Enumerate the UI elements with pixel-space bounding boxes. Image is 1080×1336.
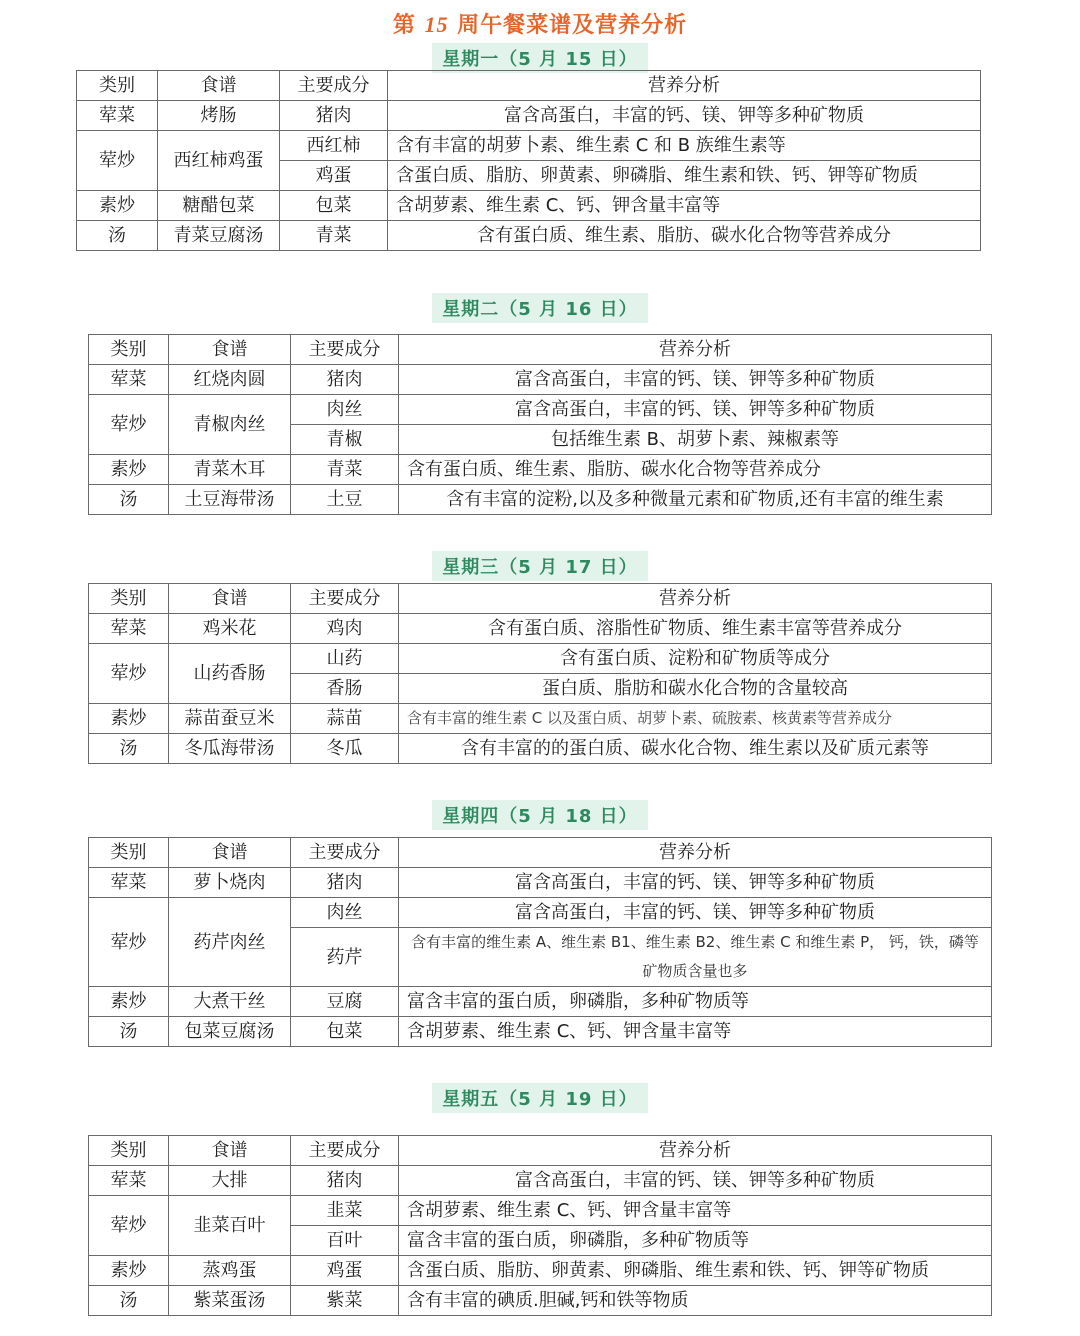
analysis-cell: 富含丰富的蛋白质，卵磷脂，多种矿物质等 xyxy=(399,987,992,1017)
dish-cell: 紫菜蛋汤 xyxy=(169,1286,291,1316)
ingredient-cell: 肉丝 xyxy=(291,395,399,425)
table-header-row xyxy=(89,335,992,365)
header-category: 类别 xyxy=(89,335,169,365)
header-dish: 食谱 xyxy=(169,1136,291,1166)
table-row xyxy=(89,868,992,898)
analysis-cell: 含有丰富的碘质.胆碱,钙和铁等物质 xyxy=(399,1286,992,1316)
header-analysis: 营养分析 xyxy=(399,584,992,614)
ingredient-cell: 青菜 xyxy=(280,221,388,251)
dish-cell: 冬瓜海带汤 xyxy=(169,734,291,764)
header-dish: 食谱 xyxy=(169,838,291,868)
menu-table-tuesday xyxy=(88,334,992,515)
table-row xyxy=(89,734,992,764)
dish-cell: 蒜苗蚕豆米 xyxy=(169,704,291,734)
category-cell: 汤 xyxy=(89,1286,169,1316)
category-cell: 荤炒 xyxy=(77,131,158,191)
table-row xyxy=(77,221,981,251)
category-cell: 荤菜 xyxy=(89,365,169,395)
dish-cell: 青菜豆腐汤 xyxy=(158,221,280,251)
analysis-cell: 含有丰富的维生素 C 以及蛋白质、胡萝卜素、硫胺素、核黄素等营养成分 xyxy=(399,704,992,734)
category-cell: 素炒 xyxy=(89,987,169,1017)
category-cell: 荤炒 xyxy=(89,395,169,455)
day-label: 星期一（5 月 15 日） xyxy=(432,43,647,73)
table-row xyxy=(89,1286,992,1316)
table-row xyxy=(89,987,992,1017)
header-category: 类别 xyxy=(77,71,158,101)
analysis-cell: 包括维生素 B、胡萝卜素、辣椒素等 xyxy=(399,425,992,455)
table-row xyxy=(89,644,992,674)
ingredient-cell: 肉丝 xyxy=(291,898,399,928)
ingredient-cell: 青椒 xyxy=(291,425,399,455)
dish-cell: 蒸鸡蛋 xyxy=(169,1256,291,1286)
analysis-cell: 含有蛋白质、淀粉和矿物质等成分 xyxy=(399,644,992,674)
dish-cell: 大煮干丝 xyxy=(169,987,291,1017)
table-header-row xyxy=(77,71,981,101)
ingredient-cell: 包菜 xyxy=(280,191,388,221)
analysis-cell: 含蛋白质、脂肪、卵黄素、卵磷脂、维生素和铁、钙、钾等矿物质 xyxy=(399,1256,992,1286)
header-ingredient: 主要成分 xyxy=(280,71,388,101)
header-category: 类别 xyxy=(89,584,169,614)
ingredient-cell: 包菜 xyxy=(291,1017,399,1047)
dish-cell: 红烧肉圆 xyxy=(169,365,291,395)
category-cell: 素炒 xyxy=(89,455,169,485)
dish-cell: 青椒肉丝 xyxy=(169,395,291,455)
day-heading-friday xyxy=(0,1083,1080,1113)
ingredient-cell: 山药 xyxy=(291,644,399,674)
menu-table-wednesday xyxy=(88,583,992,764)
category-cell: 素炒 xyxy=(89,704,169,734)
title-prefix: 第 xyxy=(392,13,425,38)
header-ingredient: 主要成分 xyxy=(291,335,399,365)
menu-table-monday xyxy=(76,70,981,251)
day-label: 星期五（5 月 19 日） xyxy=(432,1083,647,1113)
day-heading-wednesday xyxy=(0,551,1080,581)
dish-cell: 糖醋包菜 xyxy=(158,191,280,221)
ingredient-cell: 百叶 xyxy=(291,1226,399,1256)
day-heading-tuesday xyxy=(0,293,1080,323)
header-ingredient: 主要成分 xyxy=(291,584,399,614)
day-label: 星期四（5 月 18 日） xyxy=(432,800,647,830)
analysis-cell: 富含丰富的蛋白质，卵磷脂，多种矿物质等 xyxy=(399,1226,992,1256)
table-row xyxy=(77,101,981,131)
category-cell: 荤炒 xyxy=(89,644,169,704)
ingredient-cell: 药芹 xyxy=(291,928,399,987)
ingredient-cell: 猪肉 xyxy=(280,101,388,131)
dish-cell: 大排 xyxy=(169,1166,291,1196)
analysis-cell: 含有蛋白质、维生素、脂肪、碳水化合物等营养成分 xyxy=(388,221,981,251)
table-row xyxy=(89,1196,992,1226)
ingredient-cell: 猪肉 xyxy=(291,868,399,898)
table-row xyxy=(89,704,992,734)
analysis-cell: 含蛋白质、脂肪、卵黄素、卵磷脂、维生素和铁、钙、钾等矿物质 xyxy=(388,161,981,191)
analysis-cell: 含胡萝素、维生素 C、钙、钾含量丰富等 xyxy=(388,191,981,221)
dish-cell: 包菜豆腐汤 xyxy=(169,1017,291,1047)
ingredient-cell: 土豆 xyxy=(291,485,399,515)
dish-cell: 萝卜烧肉 xyxy=(169,868,291,898)
table-header-row xyxy=(89,584,992,614)
table-row xyxy=(89,1166,992,1196)
dish-cell: 药芹肉丝 xyxy=(169,898,291,987)
dish-cell: 山药香肠 xyxy=(169,644,291,704)
dish-cell: 土豆海带汤 xyxy=(169,485,291,515)
header-category: 类别 xyxy=(89,838,169,868)
category-cell: 荤炒 xyxy=(89,898,169,987)
ingredient-cell: 猪肉 xyxy=(291,365,399,395)
ingredient-cell: 鸡蛋 xyxy=(280,161,388,191)
header-ingredient: 主要成分 xyxy=(291,838,399,868)
dish-cell: 西红柿鸡蛋 xyxy=(158,131,280,191)
ingredient-cell: 猪肉 xyxy=(291,1166,399,1196)
analysis-cell: 富含高蛋白，丰富的钙、镁、钾等多种矿物质 xyxy=(399,898,992,928)
header-dish: 食谱 xyxy=(158,71,280,101)
category-cell: 汤 xyxy=(89,734,169,764)
table-row xyxy=(89,365,992,395)
ingredient-cell: 冬瓜 xyxy=(291,734,399,764)
analysis-cell: 含有丰富的淀粉,以及多种微量元素和矿物质,还有丰富的维生素 xyxy=(399,485,992,515)
analysis-cell: 蛋白质、脂肪和碳水化合物的含量较高 xyxy=(399,674,992,704)
header-analysis: 营养分析 xyxy=(388,71,981,101)
category-cell: 荤菜 xyxy=(77,101,158,131)
table-row xyxy=(89,485,992,515)
analysis-cell: 富含高蛋白，丰富的钙、镁、钾等多种矿物质 xyxy=(399,365,992,395)
analysis-cell: 含有蛋白质、溶脂性矿物质、维生素丰富等营养成分 xyxy=(399,614,992,644)
analysis-cell: 富含高蛋白，丰富的钙、镁、钾等多种矿物质 xyxy=(388,101,981,131)
day-heading-thursday xyxy=(0,800,1080,830)
analysis-cell: 含有丰富的维生素 A、维生素 B1、维生素 B2、维生素 C 和维生素 P， 钙，铁，磷等矿物质含量也多 xyxy=(399,928,992,987)
day-label: 星期二（5 月 16 日） xyxy=(432,293,647,323)
dish-cell: 鸡米花 xyxy=(169,614,291,644)
table-row xyxy=(77,191,981,221)
table-row xyxy=(89,395,992,425)
ingredient-cell: 青菜 xyxy=(291,455,399,485)
menu-table-friday xyxy=(88,1135,992,1316)
menu-table-thursday xyxy=(88,837,992,1047)
dish-cell: 青菜木耳 xyxy=(169,455,291,485)
analysis-cell: 含胡萝素、维生素 C、钙、钾含量丰富等 xyxy=(399,1196,992,1226)
header-analysis: 营养分析 xyxy=(399,838,992,868)
category-cell: 汤 xyxy=(77,221,158,251)
analysis-cell: 含有丰富的的蛋白质、碳水化合物、维生素以及矿质元素等 xyxy=(399,734,992,764)
category-cell: 荤菜 xyxy=(89,1166,169,1196)
category-cell: 汤 xyxy=(89,1017,169,1047)
table-row xyxy=(77,131,981,161)
table-header-row xyxy=(89,838,992,868)
category-cell: 荤菜 xyxy=(89,614,169,644)
analysis-cell: 富含高蛋白，丰富的钙、镁、钾等多种矿物质 xyxy=(399,395,992,425)
ingredient-cell: 豆腐 xyxy=(291,987,399,1017)
header-ingredient: 主要成分 xyxy=(291,1136,399,1166)
week-number: 15 xyxy=(424,12,449,37)
analysis-cell: 含有蛋白质、维生素、脂肪、碳水化合物等营养成分 xyxy=(399,455,992,485)
day-label: 星期三（5 月 17 日） xyxy=(432,551,647,581)
category-cell: 素炒 xyxy=(89,1256,169,1286)
ingredient-cell: 紫菜 xyxy=(291,1286,399,1316)
category-cell: 荤炒 xyxy=(89,1196,169,1256)
table-row xyxy=(89,455,992,485)
category-cell: 素炒 xyxy=(77,191,158,221)
analysis-cell: 含胡萝素、维生素 C、钙、钾含量丰富等 xyxy=(399,1017,992,1047)
ingredient-cell: 鸡肉 xyxy=(291,614,399,644)
category-cell: 荤菜 xyxy=(89,868,169,898)
header-analysis: 营养分析 xyxy=(399,335,992,365)
analysis-cell: 富含高蛋白，丰富的钙、镁、钾等多种矿物质 xyxy=(399,1166,992,1196)
table-row xyxy=(89,614,992,644)
ingredient-cell: 香肠 xyxy=(291,674,399,704)
table-row xyxy=(89,898,992,928)
header-dish: 食谱 xyxy=(169,584,291,614)
analysis-cell: 含有丰富的胡萝卜素、维生素 C 和 B 族维生素等 xyxy=(388,131,981,161)
dish-cell: 韭菜百叶 xyxy=(169,1196,291,1256)
category-cell: 汤 xyxy=(89,485,169,515)
dish-cell: 烤肠 xyxy=(158,101,280,131)
header-analysis: 营养分析 xyxy=(399,1136,992,1166)
page-title xyxy=(0,8,1080,39)
table-row xyxy=(89,1017,992,1047)
table-row xyxy=(89,1256,992,1286)
ingredient-cell: 鸡蛋 xyxy=(291,1256,399,1286)
ingredient-cell: 西红柿 xyxy=(280,131,388,161)
analysis-cell: 富含高蛋白，丰富的钙、镁、钾等多种矿物质 xyxy=(399,868,992,898)
day-heading-monday xyxy=(0,43,1080,73)
title-suffix: 周午餐菜谱及营养分析 xyxy=(448,13,688,38)
header-category: 类别 xyxy=(89,1136,169,1166)
table-header-row xyxy=(89,1136,992,1166)
ingredient-cell: 蒜苗 xyxy=(291,704,399,734)
header-dish: 食谱 xyxy=(169,335,291,365)
ingredient-cell: 韭菜 xyxy=(291,1196,399,1226)
